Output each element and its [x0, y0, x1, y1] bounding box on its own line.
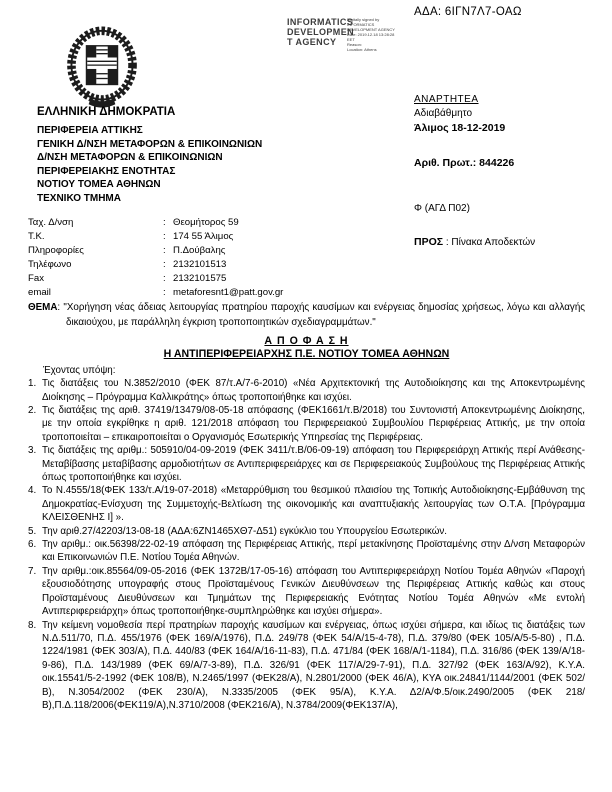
contact-row: [28, 244, 283, 258]
department-line: ΤΕΧΝΙΚΟ ΤΜΗΜΑ: [37, 192, 121, 204]
colon: :: [163, 273, 166, 284]
legal-item-text: Την αριθμ.: οικ.56398/22-02-19 απόφαση της Περιφέρειας Αττικής, περί μετακίνησης Προϊσταμένης στην Δ/νση Μεταφορών και Επικοινωνιών Π.Ε. Νοτίου Τομέα Αθηνών.: [42, 539, 585, 564]
department-line: ΓΕΝΙΚΗ Δ/ΝΣΗ ΜΕΤΑΦΟΡΩΝ & ΕΠΙΚΟΙΝΩΝΙΩΝ: [37, 138, 263, 150]
contact-row: [28, 230, 283, 244]
contact-value: Π.Δούβαλης: [173, 245, 226, 256]
signature-line: Date: 2019.12.18 13:28:28: [347, 32, 395, 37]
colon: :: [163, 217, 166, 228]
contact-value: 2132101513: [173, 259, 227, 270]
legal-basis-list: [28, 377, 585, 712]
stamp-line: T AGENCY: [287, 37, 337, 47]
legal-item-text: Την αριθμ.:οικ.85564/09-05-2016 (ΦΕΚ 1372Β/17-05-16) απόφαση του Αντιπεριφερειάρχη Νοτίου Τομέα Αθηνών «Παροχή εξουσιοδότησης υπογραφής στους Προϊσταμένους Γενικών Διευθύνσεων της Περιφέρειας Αττικής καθώς και στους Προϊσταμένους Διευθύνσεων και Τμημάτων της Περιφερειακής Ενότητας Νοτίου Τομέα Αθηνών «Με εντολή Αντιπεριφερειάρχη» όπως τροποποιήθηκε-συμπληρώθηκε και ισχύει σήμερα».: [42, 565, 585, 618]
document-body: [28, 301, 585, 712]
legal-item-number: 5.: [28, 525, 37, 537]
contact-label: Πληροφορίες: [28, 245, 84, 256]
contact-label: Ταχ. Δ/νση: [28, 217, 74, 228]
contact-label: Τηλέφωνο: [28, 259, 72, 270]
contact-value: Θεομήτορος 59: [173, 217, 239, 228]
contact-value: 174 55 Άλιμος: [173, 231, 234, 242]
legal-item-text: Το Ν.4555/18(ΦΕΚ 133/τ.Α/19-07-2018) «Μεταρρύθμιση του θεσμικού πλαισίου της Τοπικής Αυτοδιοίκησης-Εμβάθυνση της Δημοκρατίας-Ενίσχυση της Συμμετοχής-Βελτίωση της οικονομικής και αναπτυξιακής λειτουργίας των Ο.Τ.Α. [Πρόγραμμα ΚΛΕΙΣΘΕΝΗΣ Ι] ».: [42, 485, 585, 524]
contact-row: [28, 216, 283, 230]
place-date: Άλιμος 18-12-2019: [414, 122, 506, 134]
colon: :: [163, 231, 166, 242]
contact-row: [28, 272, 283, 286]
signature-line: EET: [347, 37, 355, 42]
stamp-line: INFORMATICS: [287, 17, 354, 27]
signature-line: Location: Athens: [347, 47, 377, 52]
classification-label: Αδιαβάθμητο: [414, 108, 473, 119]
legal-item: [28, 484, 585, 524]
contact-label: Τ.Κ.: [28, 231, 45, 242]
signature-line: Reason:: [347, 42, 362, 47]
legal-item: [28, 538, 585, 565]
legal-item-number: 2.: [28, 405, 37, 416]
signature-line: INFORMATICS: [347, 22, 375, 27]
to-label: ΠΡΟΣ: [414, 236, 444, 248]
legal-item: [28, 565, 585, 619]
department-line: ΠΕΡΙΦΕΡΕΙΑ ΑΤΤΙΚΗΣ: [37, 125, 143, 136]
legal-item-text: Τις διατάξεις της αριθμ.: 505910/04-09-2019 (ΦΕΚ 3411/τ.Β/06-09-19) απόφαση του Περιφερειάρχη Αττικής περί Ανάθεσης-Μεταβίβασης μεταβίβασης αρμοδιοτήτων σε Αντιπεριφερειάρχες και σε Περιφερειακούς Συμβούλους της Περιφέρειας Αττικής όπως τροποποιήθηκε και ισχύει.: [42, 445, 585, 484]
contact-label: email: [28, 287, 51, 298]
greek-coat-of-arms-icon: [53, 26, 151, 110]
legal-item-number: 8.: [28, 619, 37, 631]
department-line: ΝΟΤΙΟΥ ΤΟΜΕΑ ΑΘΗΝΩΝ: [37, 179, 161, 190]
recipient-line: [414, 236, 535, 248]
contact-value: 2132101575: [173, 273, 227, 284]
decision-subtitle-text: Η ΑΝΤΙΠΕΡΙΦΕΡΕΙΑΡΧΗΣ Π.Ε. ΝΟΤΙΟΥ ΤΟΜΕΑ ΑΘΗΝΩΝ: [163, 348, 450, 361]
legal-item: [28, 444, 585, 484]
legal-item-text: Τις διατάξεις της αριθ. 37419/13479/08-05-18 απόφασης (ΦΕΚ1661/τ.Β/2018) του Συντονιστή Αποκεντρωμένης Διοίκησης, με την οποία εγκρίθηκε η αριθ. 121/2018 απόφαση του Περιφερειακού Συμβουλίου Περιφέρειας Αττικής, με την οποία τροποποιείται – επικαιροποιείται ο Οργανισμός Εσωτερικής Υπηρεσίας της Περιφέρειας.: [42, 405, 585, 443]
ada-number: ΑΔΑ: 6ΙΓΝ7Λ7-ΟΑΩ: [414, 6, 522, 18]
department-line: Δ/ΝΣΗ ΜΕΤΑΦΟΡΩΝ & ΕΠΙΚΟΙΝΩΝΙΩΝ: [37, 152, 223, 163]
anartitea-label: ΑΝΑΡΤΗΤΕΑ: [414, 94, 479, 105]
decision-title: [28, 335, 585, 347]
legal-item: [28, 377, 585, 404]
legal-item: [28, 404, 585, 444]
signature-details: [347, 17, 409, 52]
protocol-number: Αριθ. Πρωτ.: 844226: [414, 157, 515, 169]
contact-block: [28, 216, 283, 300]
contact-label: Fax: [28, 273, 44, 284]
decision-subtitle: [28, 348, 585, 360]
contact-row: [28, 286, 283, 300]
having-regard: Έχοντας υπόψη:: [43, 365, 116, 377]
legal-item-number: 4.: [28, 485, 37, 497]
colon: :: [163, 259, 166, 270]
colon: :: [163, 245, 166, 256]
signature-line: Digitally signed by: [347, 17, 380, 22]
legal-item-text: Την κείμενη νομοθεσία περί πρατηρίων παροχής καυσίμων και ενέργειας, όπως ισχύει σήμερα, και ιδίως τις διατάξεις των Ν.Δ.511/70, Π.Δ. 455/1976 (ΦΕΚ 169/Α/1976), Π.Δ. 249/78 (ΦΕΚ 54/Α/15-4-78), Π.Δ. 379/80 (ΦΕΚ 105/Α/5-5-80) , Π.Δ. 1224/1981 (ΦΕΚ 303/Α), Π.Δ. 440/83 (ΦΕΚ 164/Α/16-11-83), Π.Δ. 471/84 (ΦΕΚ 168/Α/1-1184), Π.Δ. 316/86 (ΦΕΚ 139/Α/18-9-86), Π.Δ. 143/1989 (ΦΕΚ 69/Α/7-3-89), Π.Δ. 326/91 (ΦΕΚ 117/Α/29-7-91), Π.Δ. 327/92 (ΦΕΚ 163/Α/92), Κ.Υ.Α. οικ.15541/5-2-1992 (ΦΕΚ 108/Β), Ν.2465/1997 (ΦΕΚ28/Α), Ν.2801/2000 (ΦΕΚ 46/Α), ΚΥΑ οικ.24841/1144/2001 (ΦΕΚ 502/Β), Ν.3054/2002 (ΦΕΚ 230/Α), Ν.3335/2005 (ΦΕΚ 95/Α), Κ.Υ.Α. Δ2/Α/Φ.5/οικ.2490/2005 (ΦΕΚ 218/Β),Π.Δ.118/2006(ΦΕΚ119/Α),Ν.3710/2008 (ΦΕΚ216/Α), Ν.3784/2009(ΦΕΚ137/Α),: [42, 619, 585, 711]
legal-item-text: Τις διατάξεις του Ν.3852/2010 (ΦΕΚ 87/τ.Α/7-6-2010) «Νέα Αρχιτεκτονική της Αυτοδιοίκησης και της Αποκεντρωμένης Διοίκησης – Πρόγραμμα Καλλικράτης» όπως τροποποιήθηκε και ισχύει.: [42, 378, 585, 403]
legal-item-number: 7.: [28, 565, 37, 577]
legal-item-number: 1.: [28, 378, 37, 390]
signature-line: DEVELOPMENT AGENCY: [347, 27, 395, 32]
file-reference: Φ (ΑΓΔ Π02): [414, 203, 470, 214]
subject-label: ΘΕΜΑ: [28, 302, 58, 313]
to-value: : Πίνακα Αποδεκτών: [443, 237, 536, 248]
department-line: ΠΕΡΙΦΕΡΕΙΑΚΗΣ ΕΝΟΤΗΤΑΣ: [37, 165, 176, 177]
legal-item-number: 3.: [28, 445, 37, 457]
contact-value: metaforesnt1@patt.gov.gr: [173, 287, 284, 298]
digital-signature-stamp: [287, 17, 409, 52]
decision-title-text: Α Π Ο Φ Α Σ Η: [264, 335, 349, 348]
contact-row: [28, 258, 283, 272]
republic-title: ΕΛΛΗΝΙΚΗ ΔΗΜΟΚΡΑΤΙΑ: [37, 106, 176, 118]
legal-item: [28, 525, 585, 538]
colon: :: [163, 287, 166, 298]
legal-item-text: Την αριθ.27/42203/13-08-18 (ΑΔΑ:6ΖΝ1465ΧΘ7-Δ51) εγκύκλιο του Υπουργείου Εσωτερικών.: [42, 525, 448, 537]
subject-separator: :: [57, 302, 64, 313]
department-block: [37, 124, 262, 205]
subject-text: "Χορήγηση νέας άδειας λειτουργίας πρατηρίου παροχής καυσίμων και ενέργειας δημοσίας χρήσεως, λόγω και αλλαγής δικαιούχου, με παράλληλη έγκριση τροποποιητικών σχεδιαγραμμάτων.": [63, 302, 585, 328]
legal-item: [28, 619, 585, 713]
stamp-line: DEVELOPMEN: [287, 27, 355, 37]
legal-item-number: 6.: [28, 539, 37, 551]
subject-paragraph: [28, 301, 585, 330]
